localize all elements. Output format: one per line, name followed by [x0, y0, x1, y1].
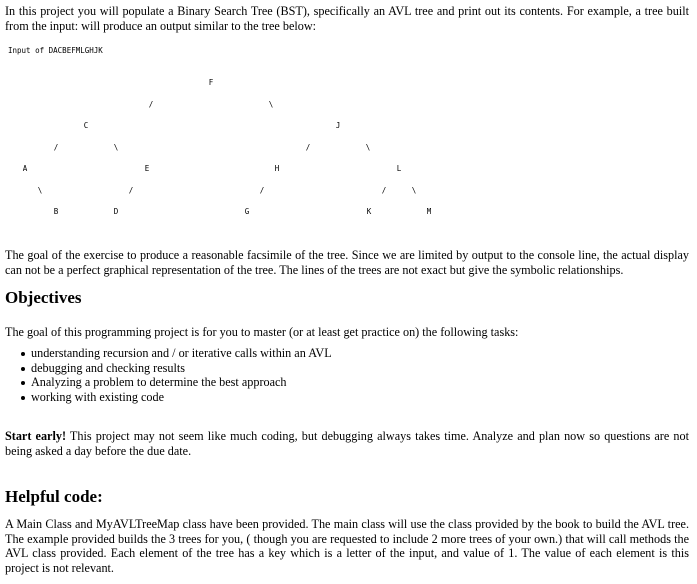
start-early-text: This project may not seem like much coding, but debugging always takes time. Analyze and plan now so questions are not being asked a day before the due date. [5, 429, 689, 458]
list-item: working with existing code [21, 390, 332, 405]
tree-branch: / [381, 186, 387, 195]
tree-branch: / [259, 186, 265, 195]
tree-node-a: A [22, 164, 28, 173]
tree-node-e: E [144, 164, 150, 173]
tree-node-d: D [113, 207, 119, 216]
helpful-code-paragraph: A Main Class and MyAVLTreeMap class have been provided. The main class will use the class provided by the book to build the AVL tree. The example provided builds the 3 trees for you, ( though you are requested to include 2 more trees of your own.) that will call methods the AVL class provided. Each element of the tree has a key which is a letter of the input, and value of 1. The value of each element is this project is not relevant. [5, 517, 689, 575]
intro-paragraph: In this project you will populate a Binary Search Tree (BST), specifically an AVL tree and print out its contents. For example, a tree built from the input: will produce an output similar to the tree below: [5, 4, 689, 33]
tree-branch: / [305, 143, 311, 152]
objectives-intro: The goal of this programming project is for you to master (or at least get practice on) the following tasks: [5, 325, 519, 339]
goal-paragraph: The goal of the exercise to produce a reasonable facsimile of the tree. Since we are limited by output to the console line, the actual display can not be a perfect graphical representation of the tree. The lines of the trees are not exact but give the symbolic relationships. [5, 248, 689, 277]
tree-branch: \ [268, 100, 274, 109]
objectives-heading: Objectives [5, 288, 82, 307]
task-list [21, 346, 332, 404]
list-item: understanding recursion and / or iterative calls within an AVL [21, 346, 332, 361]
tree-branch: / [148, 100, 154, 109]
tree-branch: / [53, 143, 59, 152]
tree-node-m: M [426, 207, 432, 216]
start-early-emphasis: Start early! [5, 429, 66, 443]
tree-node-f: F [208, 78, 214, 87]
tree-node-h: H [274, 164, 280, 173]
list-item: debugging and checking results [21, 361, 332, 376]
start-early-paragraph [5, 429, 689, 458]
helpful-code-heading: Helpful code: [5, 487, 103, 506]
tree-branch: / [128, 186, 134, 195]
tree-node-k: K [366, 207, 372, 216]
tree-node-c: C [83, 121, 89, 130]
tree-branch: \ [37, 186, 43, 195]
tree-node-j: J [335, 121, 341, 130]
tree-node-b: B [53, 207, 59, 216]
tree-node-g: G [244, 207, 250, 216]
tree-branch: \ [365, 143, 371, 152]
tree-branch: \ [411, 186, 417, 195]
list-item: Analyzing a problem to determine the best approach [21, 375, 332, 390]
tree-input-label: Input of DACBEFMLGHJK [8, 46, 103, 55]
tree-node-l: L [396, 164, 402, 173]
tree-branch: \ [113, 143, 119, 152]
